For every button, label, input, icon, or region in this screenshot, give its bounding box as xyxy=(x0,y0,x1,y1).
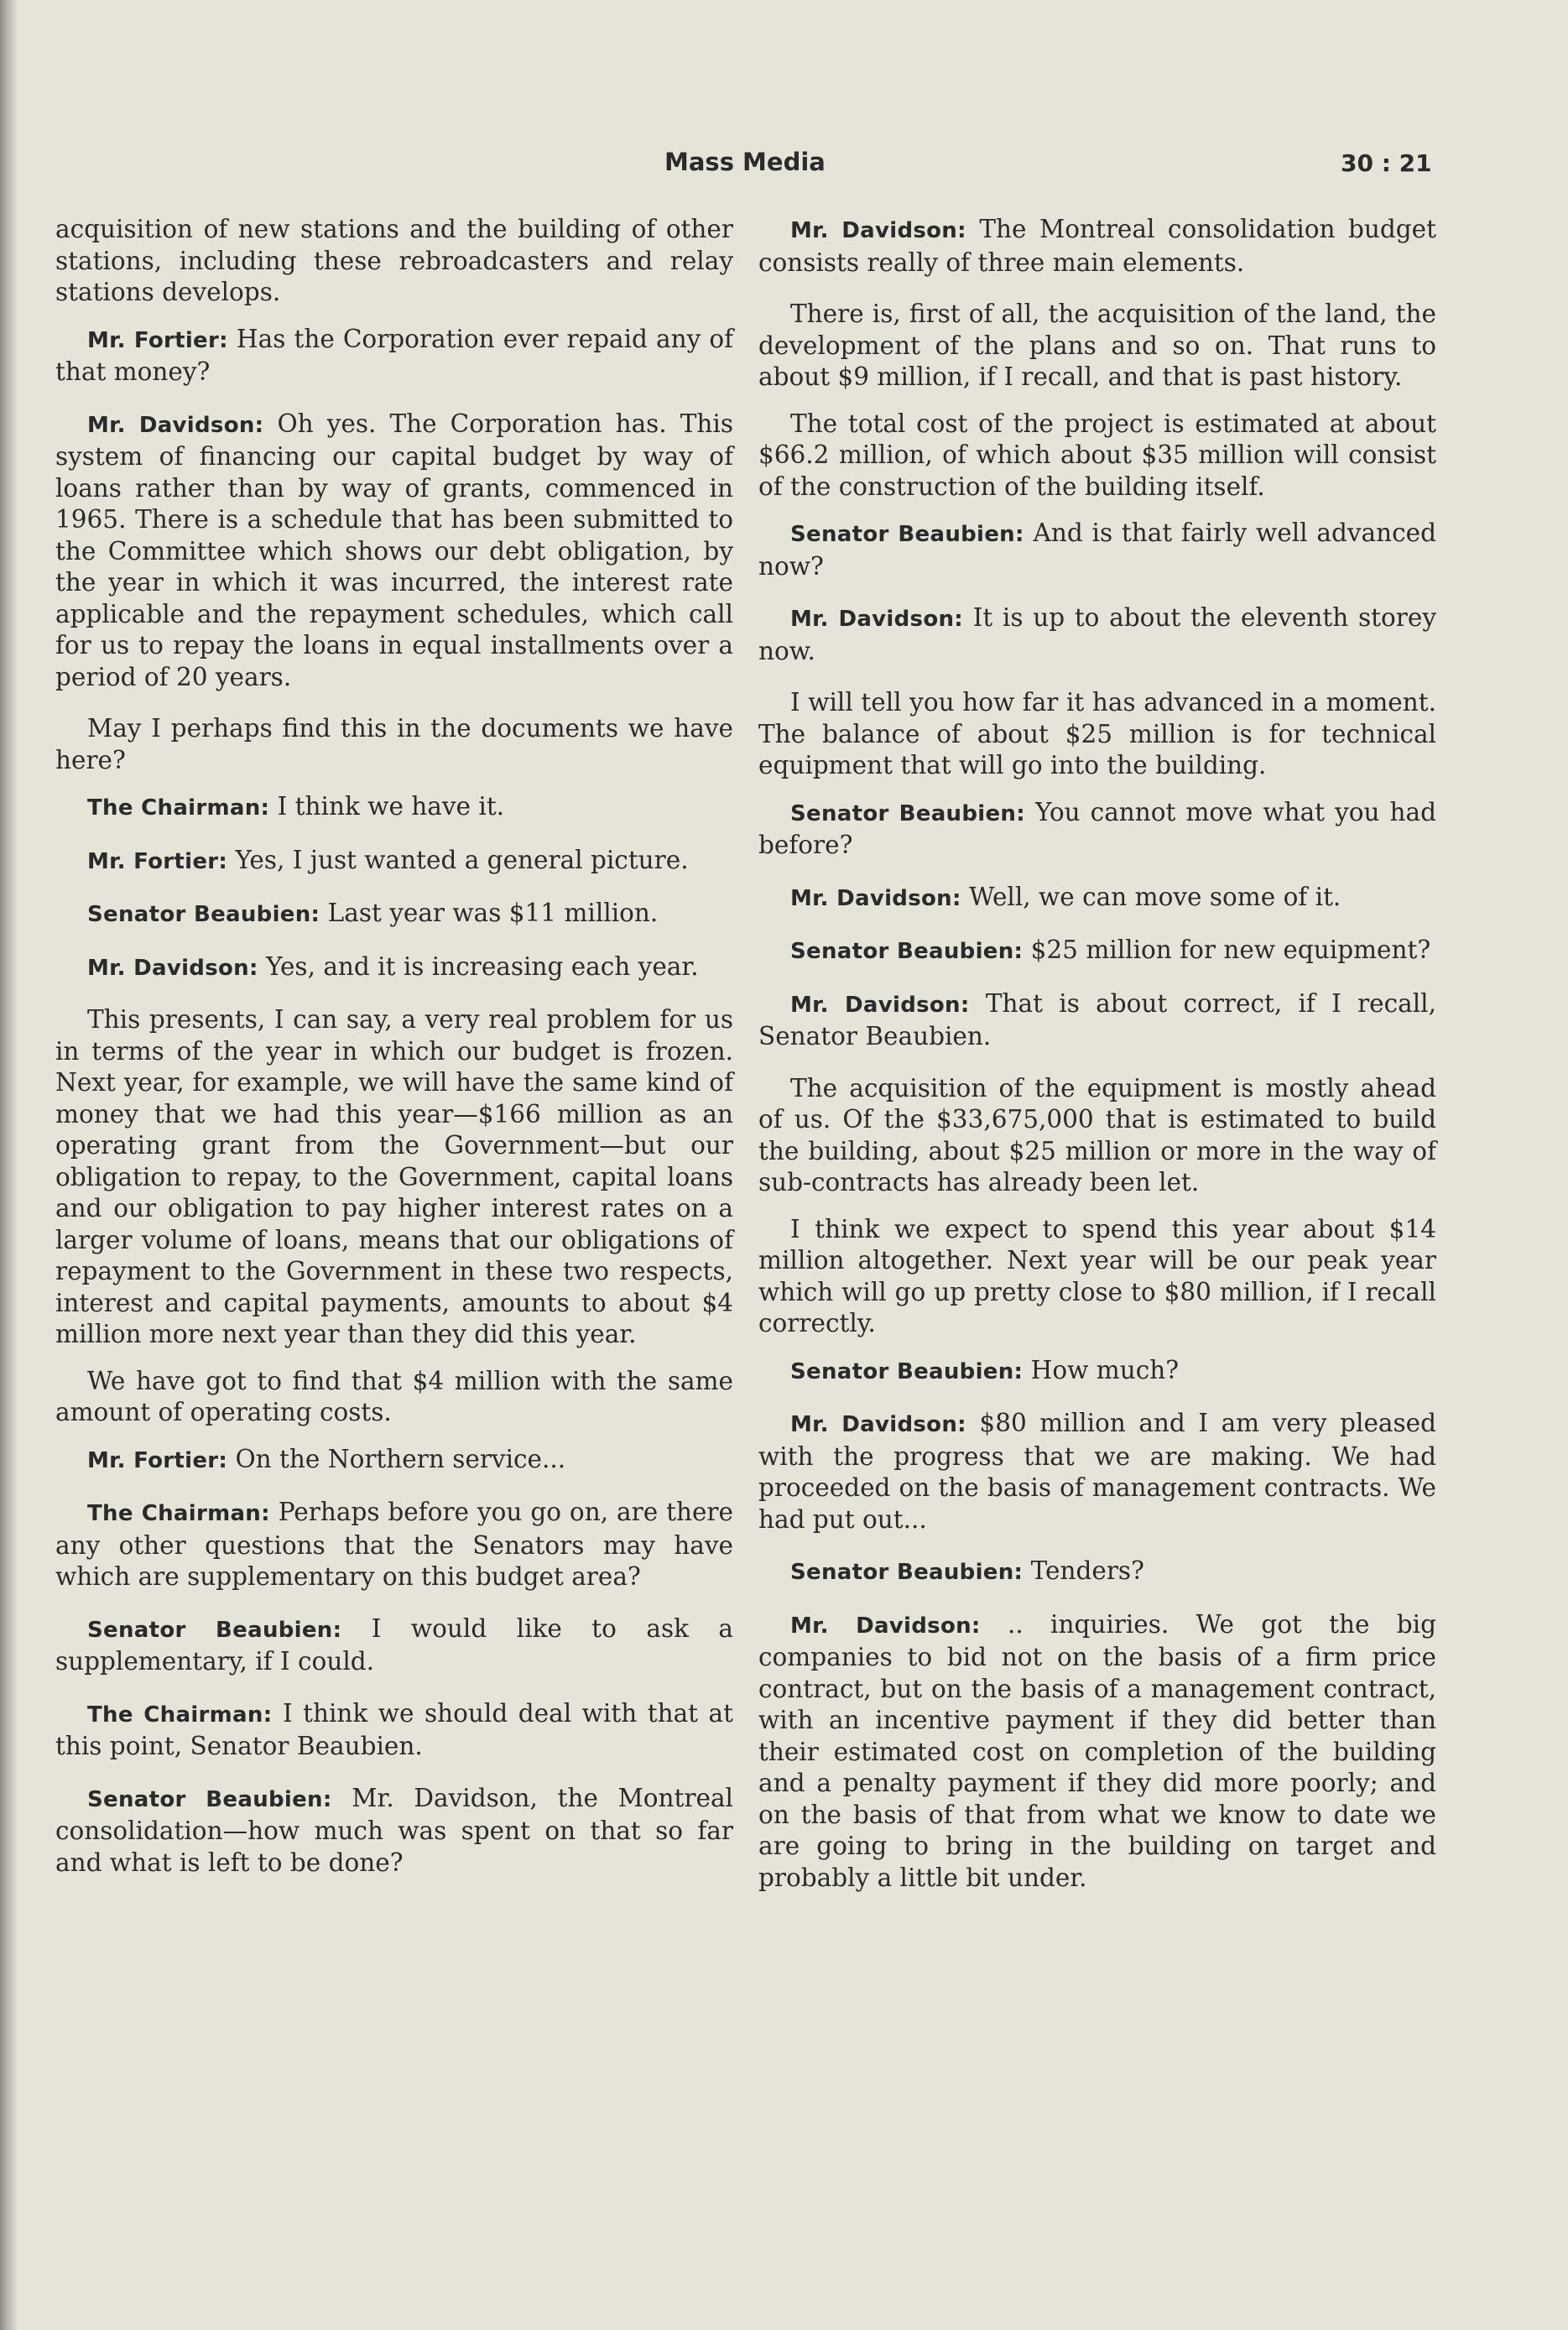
paragraph-text: I would like to ask a supplementary, if I could. xyxy=(55,1613,733,1676)
speaker-name: The Chairman: xyxy=(87,795,270,821)
paragraph xyxy=(758,1214,1436,1340)
speaker-name: Senator Beaubien: xyxy=(790,1560,1024,1585)
speaker-paragraph xyxy=(55,1698,733,1763)
paragraph-text: $80 million and I am very pleased with the progress that we are making. We had proceeded on the basis of management contracts. We had put out... xyxy=(758,1409,1436,1534)
paragraph-text: Last year was $11 million. xyxy=(327,899,659,927)
paragraph xyxy=(758,1073,1436,1199)
paragraph xyxy=(55,214,733,309)
paragraph-text: Has the Corporation ever repaid any of that money? xyxy=(55,324,733,386)
speaker-name: The Chairman: xyxy=(87,1501,270,1526)
paragraph-text: There is, first of all, the acquisition of the land, the development of the plans and so on. That runs to about $9 million, if I recall, and that is past history. xyxy=(758,300,1436,391)
paragraph xyxy=(55,1004,733,1351)
speaker-paragraph xyxy=(758,1556,1436,1589)
speaker-paragraph xyxy=(758,1609,1436,1895)
speaker-name: Mr. Fortier: xyxy=(87,327,228,353)
speaker-paragraph xyxy=(758,1408,1436,1535)
paragraph-text: Perhaps before you go on, are there any other questions that the Senators may have which are supplementary on this budget area? xyxy=(55,1498,733,1591)
paragraph xyxy=(55,1366,733,1429)
paragraph-text: Mr. Davidson, the Montreal consolidation—how much was spent on that so far and what is left to be done? xyxy=(55,1783,733,1877)
paragraph xyxy=(758,687,1436,782)
paragraph-text: How much? xyxy=(1030,1355,1180,1384)
speaker-paragraph xyxy=(55,1613,733,1678)
running-head xyxy=(0,141,1568,191)
left-column xyxy=(55,214,733,1899)
speaker-paragraph xyxy=(55,845,733,878)
paragraph-text: I think we have it. xyxy=(277,792,505,821)
paragraph-text: Oh yes. The Corporation has. This system of financing our capital budget by way of loans rather than by way of grants, commenced in 1965. There is a schedule that has been submitted to the Committee which shows our debt obligation, by the year in which it was incurred, the interest rate applicable and the repayment schedules, which call for us to repay the loans in equal installments over a period of 20 years. xyxy=(55,409,733,691)
paragraph-text: You cannot move what you had before? xyxy=(758,797,1436,859)
speaker-paragraph xyxy=(758,1355,1436,1389)
speaker-name: Mr. Davidson: xyxy=(790,607,963,632)
speaker-paragraph xyxy=(758,518,1436,582)
paragraph-text: The acquisition of the equipment is mostly ahead of us. Of the $33,675,000 that is estimated to build the building, about $25 million or more in the way of sub-contracts has already been let. xyxy=(758,1073,1436,1196)
paragraph-text: Tenders? xyxy=(1030,1556,1144,1585)
speaker-paragraph xyxy=(758,602,1436,667)
paragraph-text: $25 million for new equipment? xyxy=(1030,936,1431,964)
speaker-paragraph xyxy=(758,797,1436,862)
speaker-name: Senator Beaubien: xyxy=(87,1617,342,1643)
speaker-name: Mr. Davidson: xyxy=(87,412,264,438)
page-binding-shadow xyxy=(0,0,18,2330)
paragraph-text: That is about correct, if I recall, Senator Beaubien. xyxy=(758,988,1436,1050)
paragraph-text: This presents, I can say, a very real problem for us in terms of the year in which our budget is frozen. Next year, for example, we will have the same kind of money that we had this year—$166 million as an operating grant from the Government—but our obligation to repay, to the Government, capital loans and our obligation to pay higher interest rates on a larger volume of loans, means that our obligations of repayment to the Government in these two respects, interest and capital payments, amounts to about $4 million more next year than they did this year. xyxy=(55,1005,733,1348)
paragraph-text: I think we expect to spend this year about $14 million altogether. Next year will be our peak year which will go up pretty close to $80 million, if I recall correctly. xyxy=(758,1214,1436,1337)
speaker-name: Mr. Fortier: xyxy=(87,848,228,874)
speaker-name: Mr. Davidson: xyxy=(790,885,961,911)
paragraph-text: The Montreal consolidation budget consists really of three main elements. xyxy=(758,215,1436,277)
speaker-paragraph xyxy=(758,988,1436,1053)
paragraph-text: It is up to about the eleventh storey now. xyxy=(758,603,1436,665)
speaker-name: Mr. Davidson: xyxy=(790,218,966,243)
paragraph-text: I will tell you how far it has advanced in a moment. The balance of about $25 million is for technical equipment that will go into the building. xyxy=(758,688,1436,779)
speaker-name: Senator Beaubien: xyxy=(790,522,1024,547)
speaker-paragraph xyxy=(55,1444,733,1478)
paragraph-text: I think we should deal with that at this point, Senator Beaubien. xyxy=(55,1698,733,1760)
paragraph-text: acquisition of new stations and the building of other stations, including these rebroadcasters and relay stations develops. xyxy=(55,215,733,306)
paragraph xyxy=(55,713,733,776)
speaker-name: Senator Beaubien: xyxy=(790,939,1024,964)
running-head-title: Mass Media xyxy=(664,148,826,176)
paragraph-text: Well, we can move some of it. xyxy=(969,882,1341,911)
speaker-paragraph xyxy=(55,898,733,931)
speaker-paragraph xyxy=(758,935,1436,968)
paragraph-text: .. inquiries. We got the big companies to bid not on the basis of a firm price contract, but on the basis of a management contract, with an incentive payment if they did better than their estimated cost on completion of the building and a penalty payment if they did more poorly; and on the basis of that from what we know to date we are going to bring in the building on target and probably a little bit under. xyxy=(758,1609,1436,1892)
speaker-paragraph xyxy=(55,409,733,694)
paragraph-text: And is that fairly well advanced now? xyxy=(758,519,1436,581)
speaker-name: Mr. Fortier: xyxy=(87,1447,228,1473)
speaker-paragraph xyxy=(55,951,733,985)
paragraph xyxy=(758,299,1436,394)
page-number: 30 : 21 xyxy=(1341,149,1432,177)
paragraph-text: On the Northern service... xyxy=(235,1444,566,1473)
speaker-name: Mr. Davidson: xyxy=(790,1613,981,1639)
speaker-paragraph xyxy=(758,882,1436,915)
paragraph-text: May I perhaps find this in the documents we have here? xyxy=(55,714,733,774)
speaker-paragraph xyxy=(758,214,1436,279)
speaker-name: Senator Beaubien: xyxy=(87,902,320,927)
speaker-paragraph xyxy=(55,1497,733,1593)
speaker-name: Mr. Davidson: xyxy=(790,992,970,1018)
speaker-name: Senator Beaubien: xyxy=(790,800,1025,826)
right-column xyxy=(758,214,1436,1914)
paragraph xyxy=(758,409,1436,503)
speaker-paragraph xyxy=(55,324,733,388)
speaker-name: Mr. Davidson: xyxy=(87,955,258,981)
paragraph-text: Yes, I just wanted a general picture. xyxy=(235,845,689,874)
speaker-paragraph xyxy=(55,791,733,825)
paragraph-text: The total cost of the project is estimated at about $66.2 million, of which about $35 million will consist of the construction of the building itself. xyxy=(758,409,1436,501)
speaker-name: The Chairman: xyxy=(87,1702,273,1728)
speaker-name: Senator Beaubien: xyxy=(87,1786,332,1812)
paragraph-text: We have got to find that $4 million with the same amount of operating costs. xyxy=(55,1366,733,1426)
speaker-name: Senator Beaubien: xyxy=(790,1358,1024,1384)
paragraph-text: Yes, and it is increasing each year. xyxy=(266,951,699,981)
speaker-paragraph xyxy=(55,1783,733,1879)
speaker-name: Mr. Davidson: xyxy=(790,1412,966,1437)
